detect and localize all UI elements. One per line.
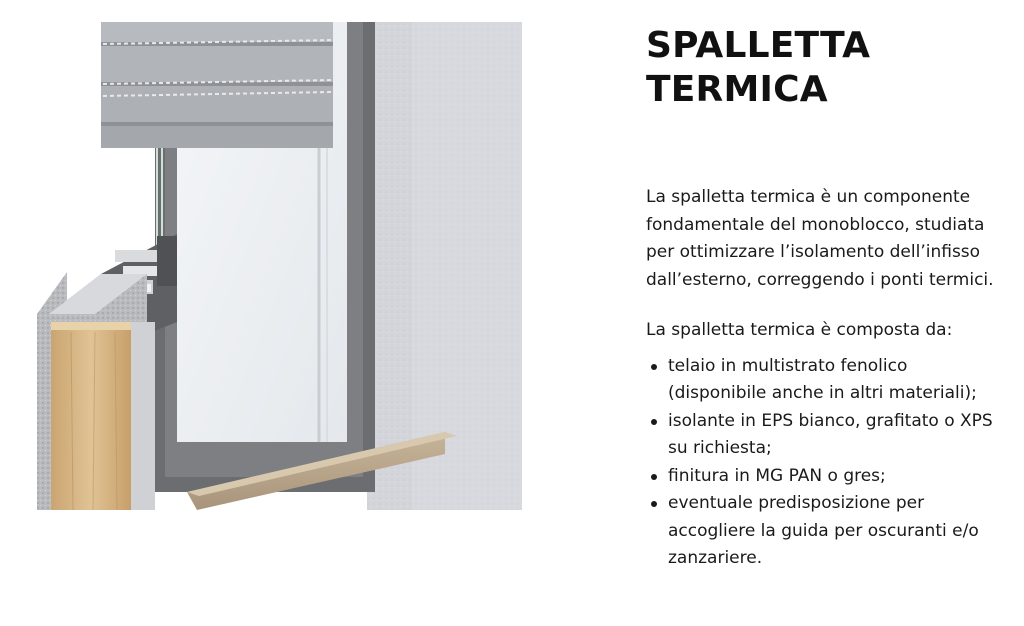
list-item (646, 463, 1006, 491)
roller-shutter (101, 22, 333, 148)
bullet-icon (651, 501, 657, 507)
bullet-icon (651, 474, 657, 480)
components-list (646, 353, 1006, 573)
list-item-text: telaio in multistrato fenolico (disponibile anche in altri materiali); (668, 355, 977, 403)
list-item-text: isolante in EPS bianco, grafitato o XPS su richiesta; (668, 410, 993, 458)
bullet-icon (651, 419, 657, 425)
list-item-text: finitura in MG PAN o gres; (668, 465, 886, 486)
list-item (646, 353, 1006, 408)
list-item (646, 490, 1006, 573)
page-title (646, 24, 1006, 112)
title-line-2: TERMICA (646, 69, 828, 110)
product-illustration (37, 22, 522, 510)
intro-paragraph: La spalletta termica è un componente fondamentale del monoblocco, studiata per ottimizzare l’isolamento dell’infisso dall’esterno, correggendo i ponti termici. (646, 187, 994, 290)
content-column (646, 24, 1006, 573)
thermal-shoulder-cutaway-image (37, 22, 522, 510)
list-item-text: eventuale predisposizione per accogliere la guida per oscuranti e/o zanzariere. (668, 493, 979, 568)
finishing-panel (131, 322, 155, 510)
bullet-icon (651, 364, 657, 370)
components-lead: La spalletta termica è composta da: (646, 320, 953, 340)
list-item (646, 408, 1006, 463)
title-line-1: SPALLETTA (646, 25, 871, 66)
wood-frame-layer (51, 322, 131, 510)
